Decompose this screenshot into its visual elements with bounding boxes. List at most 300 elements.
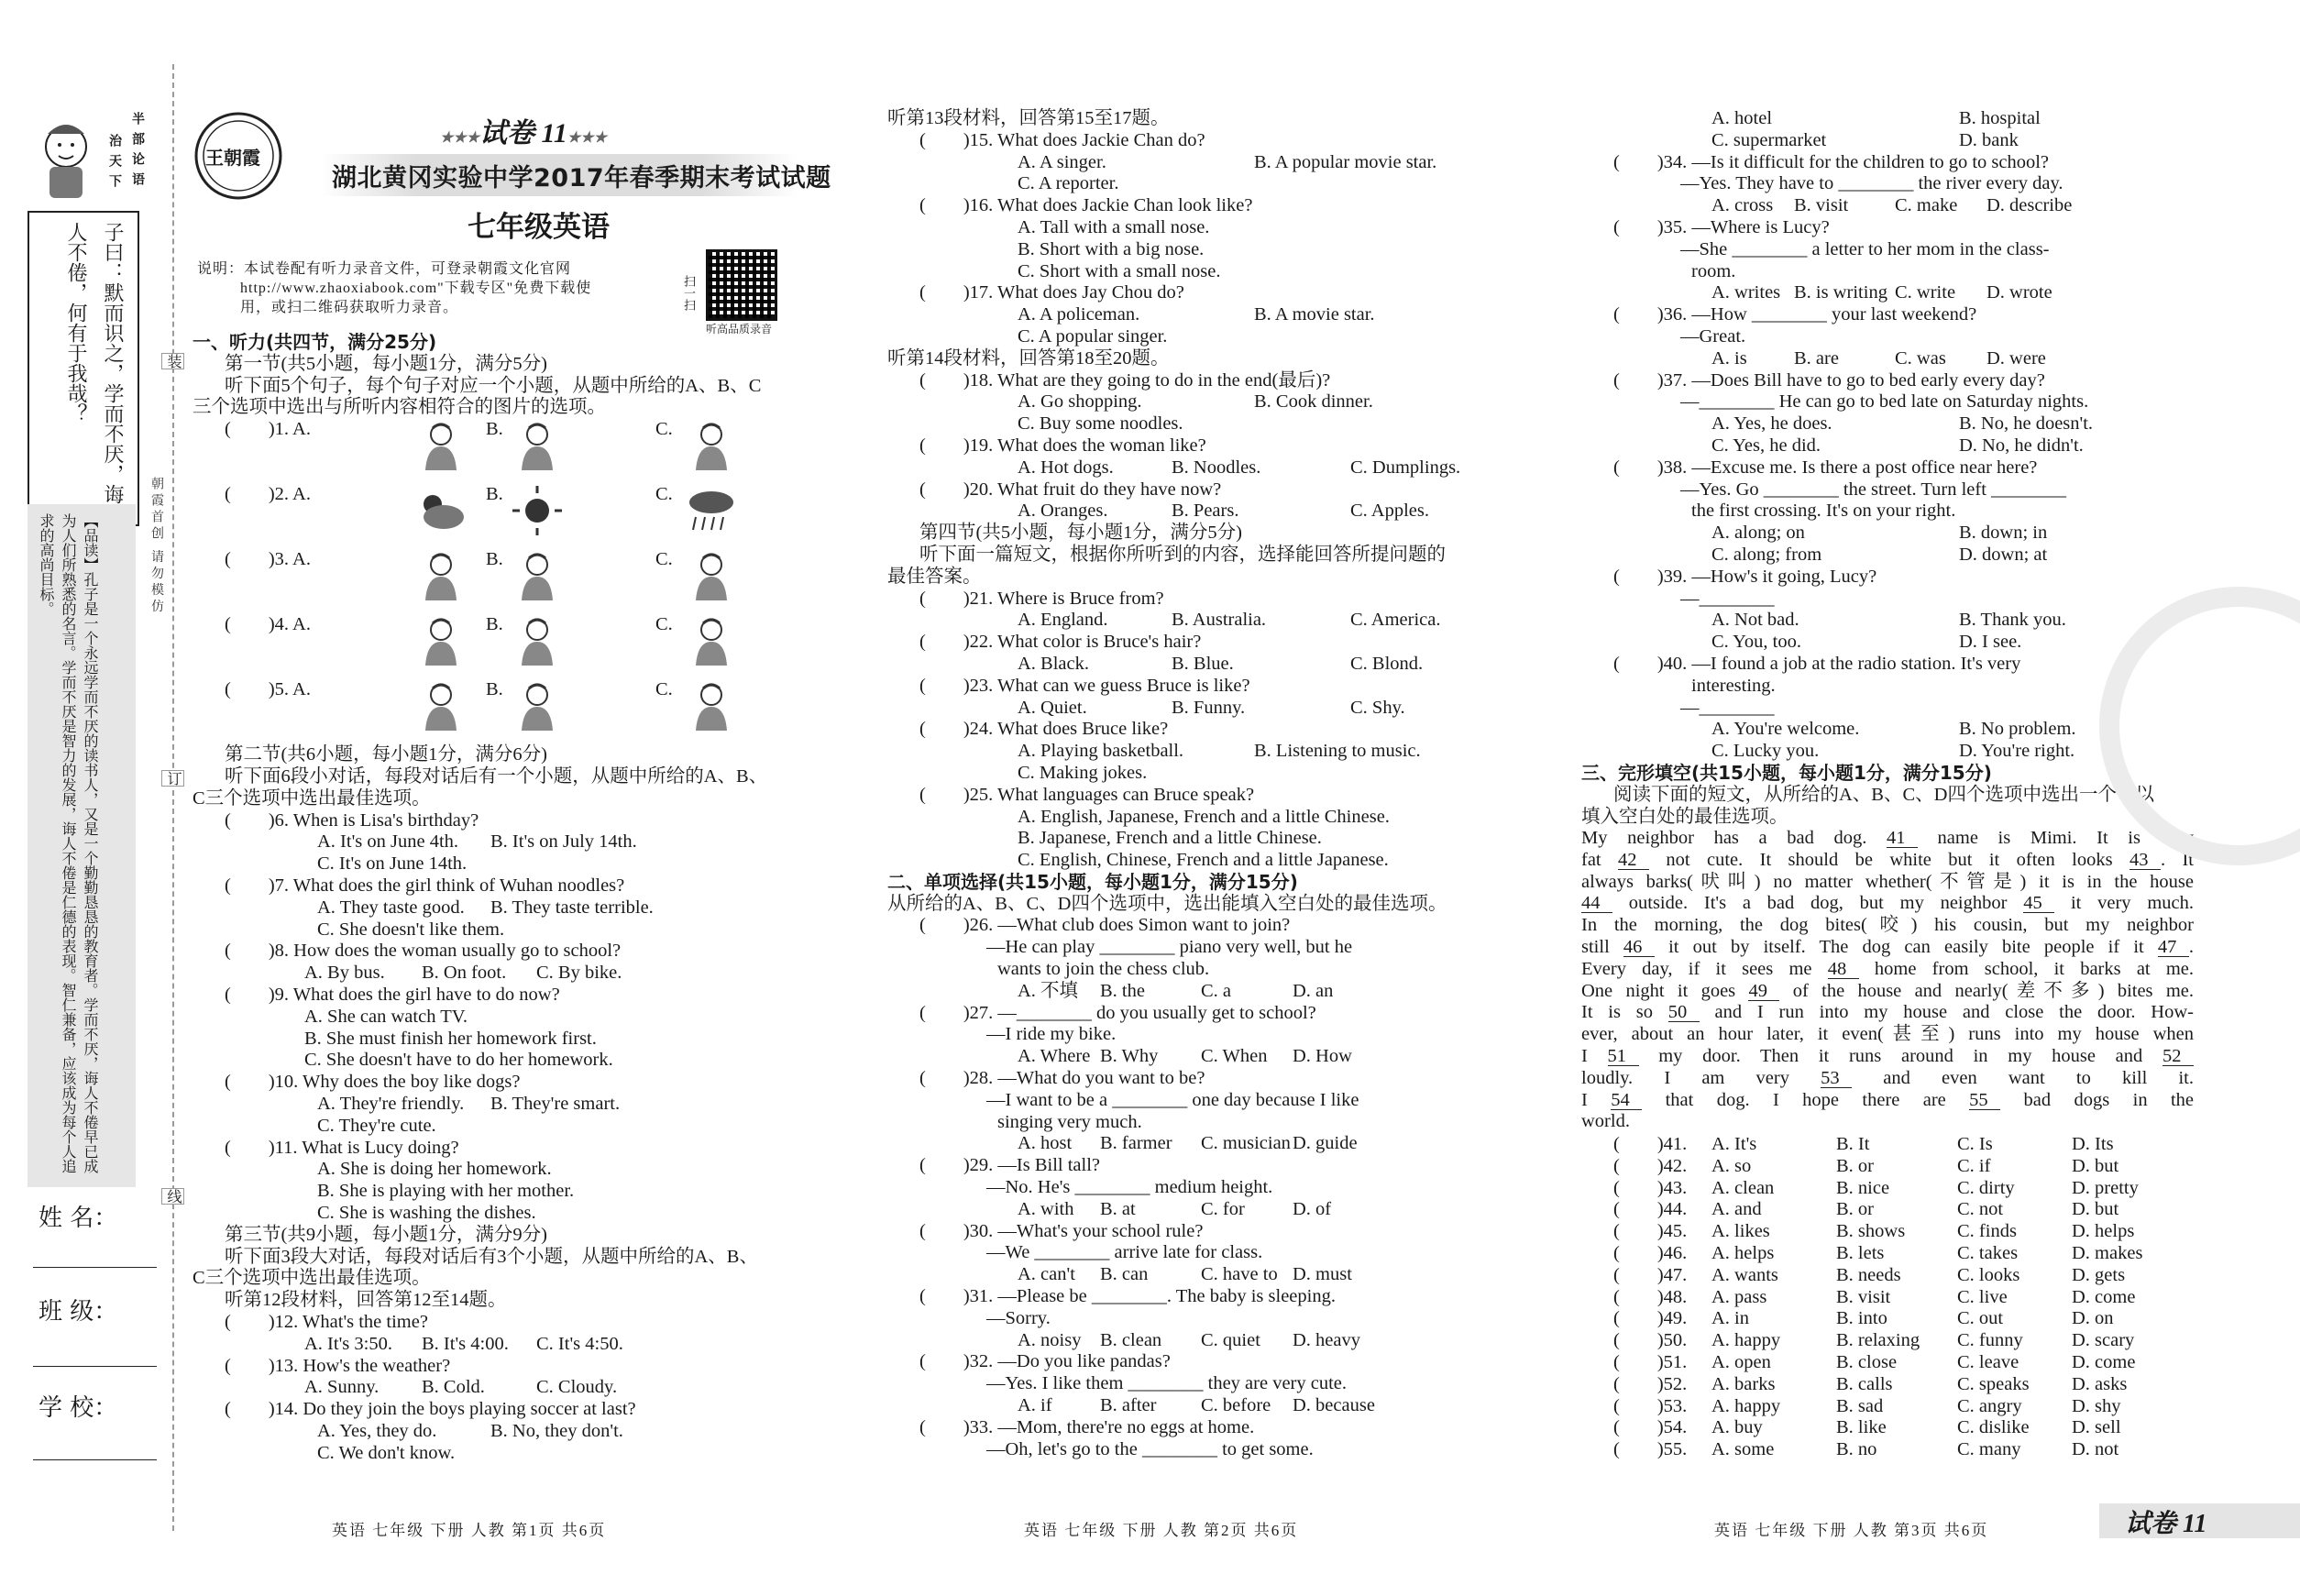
option-c: C. for [1201, 1198, 1245, 1219]
question-text: —Please be ________. The baby is sleeping. [997, 1286, 1336, 1307]
answer-bracket[interactable]: ( )44. [1613, 1199, 1688, 1220]
cloze-blank[interactable]: 53 [1821, 1070, 1852, 1088]
cloze-blank[interactable]: 47 [2158, 939, 2189, 957]
option-a: C. She doesn't like them. [317, 919, 505, 940]
sidebar-slogan-1: 半部论语 [130, 112, 145, 193]
option-d: D. shy [2072, 1395, 2121, 1416]
option-row [1581, 195, 2197, 217]
answer-bracket[interactable]: ( )15. [919, 129, 998, 150]
option-a: A. buy [1711, 1417, 1763, 1438]
question-row [887, 719, 1502, 741]
passage-line [1581, 1111, 2194, 1133]
answer-bracket[interactable]: ( )48. [1613, 1286, 1688, 1307]
option-a: C. Lucky you. [1711, 741, 1820, 762]
option-b: B. Blue. [1172, 653, 1234, 674]
passage-text: In the morning, the dog bites(咬) his cousin, but my neighbor [1581, 915, 2194, 936]
note-line-1: 说明：本试卷配有听力录音文件，可登录朝霞文化官网 [197, 261, 572, 277]
question-row [887, 1068, 1502, 1090]
option-b: B. no [1836, 1439, 1877, 1460]
answer-bracket[interactable]: ( )50. [1613, 1330, 1688, 1351]
option-b: B. A movie star. [1254, 304, 1375, 325]
footer-page-2: 英语 七年级 下册 人教 第2页 共6页 [1024, 1522, 1299, 1539]
option-c: C. angry [1957, 1395, 2022, 1416]
dialogue-line: singing very much. [997, 1111, 1142, 1132]
cloze-option-row [1581, 1374, 2197, 1396]
option-c: B. No, he doesn't. [1959, 413, 2094, 435]
option-a: A. It's on June 4th. [317, 831, 459, 853]
option-b: B. shows [1836, 1221, 1906, 1242]
option-d: D. but [2072, 1155, 2119, 1176]
option-a: A. happy [1711, 1330, 1781, 1351]
passage-line [1581, 893, 2194, 915]
class-label: 班 级： [39, 1298, 118, 1326]
passage-text: fat [1581, 849, 1619, 870]
option-c: B. Thank you. [1959, 610, 2066, 631]
option-a: C. English, Chinese, French and a little Japanese. [1018, 850, 1389, 871]
passage-text: home from school, it barks at me. [1858, 958, 2194, 979]
option-b: B. at [1100, 1198, 1136, 1219]
question-row [1581, 152, 2197, 174]
cloze-blank[interactable]: 42 [1618, 852, 1649, 870]
cloze-option-row [1581, 1396, 2197, 1418]
option-c: C. Cloudy. [536, 1377, 618, 1398]
passage-line [1581, 959, 2194, 981]
option-a: A. cross [1711, 195, 1774, 216]
answer-bracket[interactable]: ( )11. [225, 1137, 303, 1158]
question-row [887, 589, 1502, 611]
option-d: D. describe [1986, 195, 2073, 216]
cloze-blank[interactable]: 45 [2023, 895, 2054, 913]
binding-mark-2: 订 [161, 770, 184, 787]
answer-bracket[interactable]: ( )26. [919, 915, 998, 936]
option-d: D. but [2072, 1199, 2119, 1220]
answer-bracket[interactable]: ( )14. [225, 1399, 303, 1420]
option-row [1581, 282, 2197, 304]
option-b: B. On foot. [422, 963, 507, 984]
dialogue-line: —We ________ arrive late for class. [986, 1242, 1263, 1263]
answer-bracket[interactable]: ( )4. A. [225, 614, 311, 635]
answer-bracket[interactable]: ( )24. [919, 719, 998, 740]
passage-text: my door. Then it runs around in my house and [1638, 1045, 2162, 1066]
option-c: C. a [1201, 980, 1232, 1001]
option-d: D. makes [2072, 1242, 2143, 1263]
question-row [887, 1351, 1502, 1373]
option-d: D. come [2072, 1351, 2136, 1372]
option-c: C. takes [1957, 1242, 2019, 1263]
option-row [887, 1133, 1502, 1155]
option-a: A. along; on [1711, 523, 1805, 544]
answer-bracket[interactable]: ( )52. [1613, 1373, 1688, 1394]
question-text: Do they join the boys playing soccer at last? [303, 1399, 636, 1420]
option-d: D. asks [2072, 1373, 2128, 1394]
option-c: D. No, he didn't. [1959, 435, 2084, 456]
option-row [887, 239, 1502, 261]
option-c: C. funny [1957, 1330, 2023, 1351]
doctor-picture-icon [509, 419, 566, 472]
cloze-passage [1581, 828, 2194, 1133]
option-a: A. wants [1711, 1264, 1778, 1285]
option-b: B. nice [1836, 1177, 1890, 1198]
left-sidebar [28, 110, 156, 1503]
option-c: C. Blond. [1350, 653, 1424, 674]
option-a: A. It's 3:50. [304, 1333, 392, 1354]
dialogue-line: room. [1691, 260, 1736, 281]
answer-bracket[interactable]: ( )51. [1613, 1351, 1688, 1372]
option-c: C. leave [1957, 1351, 2019, 1372]
option-d: D. not [2072, 1439, 2119, 1460]
answer-bracket[interactable]: ( )25. [919, 784, 998, 805]
passage-line [1581, 850, 2194, 872]
passage-text: outside. It's a bad dog, but my neighbor [1612, 893, 2024, 914]
option-a: A. noisy [1018, 1329, 1082, 1350]
question-row [887, 785, 1502, 807]
option-d: D. gets [2072, 1264, 2126, 1285]
question-row [1581, 567, 2197, 589]
footer-page-1: 英语 七年级 下册 人教 第1页 共6页 [332, 1522, 607, 1539]
answer-bracket[interactable]: ( )42. [1613, 1155, 1688, 1176]
option-a: A. A singer. [1018, 151, 1106, 172]
cloze-blank[interactable]: 41 [1887, 830, 1918, 848]
option-row [193, 1159, 807, 1181]
option-row [1581, 130, 2197, 152]
answer-bracket[interactable]: ( )18. [919, 369, 998, 391]
picture-question-row [193, 549, 807, 614]
question-text: —Does Bill have to go to bed early every day? [1691, 369, 2045, 391]
instruction-line: 听第13段材料，回答第15至17题。 [887, 108, 1170, 128]
dialogue-line: —Great. [1680, 325, 1746, 347]
cloze-blank[interactable]: 49 [1748, 983, 1779, 1001]
option-a: A. Yes, they do. [317, 1420, 437, 1441]
dialogue-line: —________ He can go to bed late on Saturday nights. [1680, 391, 2089, 413]
passage-text: still [1581, 936, 1623, 957]
option-c: C. live [1957, 1286, 2008, 1307]
question-row [887, 195, 1502, 217]
answer-bracket[interactable]: ( )16. [919, 195, 998, 216]
answer-bracket[interactable]: ( )5. A. [225, 679, 311, 700]
option-row [887, 217, 1502, 239]
option-row [1581, 545, 2197, 567]
binding-mark-1: 装 [161, 353, 184, 369]
answer-bracket[interactable]: ( )32. [919, 1351, 998, 1372]
option-b: B. Cold. [422, 1377, 485, 1398]
answer-bracket[interactable]: ( )54. [1613, 1417, 1688, 1438]
question-text: What does the woman like? [997, 435, 1206, 456]
cloze-blank[interactable]: 51 [1608, 1048, 1639, 1066]
option-b: B. sad [1836, 1395, 1884, 1416]
option-d: D. on [2072, 1308, 2114, 1329]
note-line-3: 用，或扫二维码获取听力录音。 [240, 300, 459, 315]
answer-bracket[interactable]: ( )41. [1613, 1134, 1688, 1154]
cloze-blank[interactable]: 55 [1969, 1092, 2000, 1110]
option-a: C. along; from [1711, 544, 1822, 565]
question-row [887, 370, 1502, 392]
question-row [1581, 217, 2197, 239]
answer-bracket[interactable]: ( )2. A. [225, 484, 311, 505]
qr-code-icon[interactable] [706, 249, 777, 321]
option-a: B. She must finish her homework first. [304, 1028, 597, 1049]
sidebar-slogan-2: 治天下 [107, 134, 122, 194]
option-c: B. No problem. [1959, 719, 2076, 740]
question-text: —Do you like pandas? [997, 1351, 1171, 1372]
option-a: C. Buy some noodles. [1018, 413, 1183, 435]
answer-bracket[interactable]: ( )21. [919, 588, 998, 609]
option-row [887, 981, 1502, 1003]
answer-bracket[interactable]: ( )10. [225, 1072, 303, 1093]
answer-bracket[interactable]: ( )20. [919, 479, 998, 500]
option-a: A. Go shopping. [1018, 391, 1142, 413]
question-text: Where is Bruce from? [997, 588, 1164, 609]
series-label: 试卷 11 [479, 118, 567, 149]
answer-bracket[interactable]: ( )28. [919, 1068, 998, 1089]
answer-bracket[interactable]: ( )36. [1613, 304, 1692, 325]
option-d: D. pretty [2072, 1177, 2139, 1198]
option-row [887, 413, 1502, 435]
option-d: D. come [2072, 1286, 2136, 1307]
option-row [887, 1199, 1502, 1221]
option-row [1581, 348, 2197, 370]
option-row [1581, 108, 2197, 130]
dialogue-line: —Sorry. [986, 1307, 1051, 1328]
tiger-picture-icon [509, 614, 566, 667]
option-a: A. helps [1711, 1242, 1775, 1263]
option-a: C. She is washing the dishes. [317, 1202, 536, 1223]
option-c: C. looks [1957, 1264, 2020, 1285]
instruction-line: 听第12段材料，回答第12至14题。 [225, 1290, 507, 1311]
question-text: How does the woman usually go to school? [293, 941, 622, 962]
passage-line [1581, 981, 2194, 1003]
option-a: A. pass [1711, 1286, 1767, 1307]
scan-hint: 扫一扫 [682, 275, 696, 311]
option-row [193, 853, 807, 875]
sunny-picture-icon [509, 484, 566, 537]
option-b: B. is writing [1794, 282, 1887, 303]
instruction-line: 听下面一篇短文，根据你所听到的内容，选择能回答所提问题的 [919, 544, 1446, 565]
option-b: B. No, they don't. [490, 1420, 623, 1441]
option-a: C. We don't know. [317, 1442, 456, 1463]
option-b: B. visit [1836, 1286, 1891, 1307]
option-row [193, 1029, 807, 1051]
option-a: A. Quiet. [1018, 697, 1087, 718]
answer-bracket[interactable]: ( )1. A. [225, 419, 311, 440]
mascot-icon [29, 110, 117, 202]
option-a: A. Tall with a small nose. [1018, 216, 1210, 237]
dialogue-line: —No. He's ________ medium height. [986, 1177, 1273, 1198]
question-row [887, 632, 1502, 654]
answer-bracket[interactable]: ( )13. [225, 1355, 303, 1376]
dialogue-line: —________ [1680, 697, 1775, 718]
answer-bracket[interactable]: ( )34. [1613, 151, 1692, 172]
passage-text: bad dogs in the [2000, 1089, 2194, 1110]
answer-bracket[interactable]: ( )30. [919, 1220, 998, 1241]
answer-bracket[interactable]: ( )37. [1613, 369, 1692, 391]
option-letter: B. [486, 614, 503, 635]
school-field[interactable] [33, 1459, 157, 1460]
option-d: D. heavy [1293, 1329, 1361, 1350]
cloze-blank[interactable]: 52 [2162, 1048, 2194, 1066]
answer-bracket[interactable]: ( )17. [919, 282, 998, 303]
passage-line [1581, 1002, 2194, 1024]
option-row [1581, 632, 2197, 654]
option-a: C. supermarket [1711, 129, 1827, 150]
cloze-blank[interactable]: 44 [1581, 895, 1612, 913]
answer-bracket[interactable]: ( )53. [1613, 1395, 1688, 1416]
answer-bracket[interactable]: ( )35. [1613, 216, 1692, 237]
cloudy-picture-icon [413, 484, 469, 537]
option-d: D. because [1293, 1395, 1375, 1416]
logo-text: 王朝霞 [205, 147, 260, 169]
column-1 [193, 332, 807, 1464]
answer-bracket[interactable]: ( )43. [1613, 1177, 1688, 1198]
answer-bracket[interactable]: ( )9. [225, 984, 293, 1005]
cloze-blank[interactable]: 46 [1623, 939, 1655, 957]
cloze-option-row [1581, 1265, 2197, 1287]
option-row [887, 1330, 1502, 1352]
option-row [887, 304, 1502, 326]
option-d: D. of [1293, 1198, 1332, 1219]
option-b: B. Listening to music. [1254, 741, 1421, 762]
footer-page-3: 英语 七年级 下册 人教 第3页 共6页 [1714, 1522, 1989, 1539]
answer-bracket[interactable]: ( )3. A. [225, 549, 311, 570]
dialogue-line: the first crossing. It's on your right. [1691, 501, 1956, 522]
instruction-line: 第四节(共5小题，每小题1分，满分5分) [919, 523, 1242, 544]
option-row [887, 828, 1502, 850]
option-row [1581, 435, 2197, 457]
option-c: D. You're right. [1959, 741, 2075, 762]
option-c: C. not [1957, 1199, 2004, 1220]
question-row [887, 1286, 1502, 1308]
question-text: —Is it difficult for the children to go to school? [1691, 151, 2050, 172]
brand-logo [193, 110, 284, 202]
cloze-option-row [1581, 1178, 2197, 1200]
option-row [193, 1443, 807, 1465]
option-a: A. She is doing her homework. [317, 1159, 552, 1180]
answer-bracket[interactable]: ( )47. [1613, 1264, 1688, 1285]
question-row [193, 875, 807, 897]
answer-bracket[interactable]: ( )49. [1613, 1308, 1688, 1329]
option-d: D. must [1293, 1264, 1352, 1285]
option-a: A. Where [1018, 1046, 1091, 1067]
name-field[interactable] [33, 1267, 157, 1268]
option-row [193, 1421, 807, 1443]
answer-bracket[interactable]: ( )40. [1613, 653, 1692, 674]
option-a: A. if [1018, 1395, 1052, 1416]
option-a: B. She is playing with her mother. [317, 1181, 575, 1202]
cloze-options [1581, 1134, 2197, 1461]
option-c: C. write [1895, 282, 1956, 303]
answer-bracket[interactable]: ( )33. [919, 1416, 998, 1437]
dialogue-line: —________ [1680, 588, 1775, 609]
option-b: B. can [1100, 1264, 1149, 1285]
option-row [887, 152, 1502, 174]
option-letter: B. [486, 549, 503, 570]
answer-bracket[interactable]: ( )12. [225, 1311, 303, 1332]
option-a: A. She can watch TV. [304, 1006, 468, 1027]
option-row [887, 763, 1502, 785]
option-b: B. Why [1100, 1046, 1159, 1067]
answer-bracket[interactable]: ( )19. [919, 435, 998, 456]
answer-bracket[interactable]: ( )46. [1613, 1242, 1688, 1263]
passage-text: ever, about an hour later, it even(甚至) runs into my house when [1581, 1024, 2194, 1045]
section-heading: 一、听力(共四节，满分25分) [193, 331, 437, 353]
option-d: D. How [1293, 1046, 1352, 1067]
question-text: —Mom, there're no eggs at home. [997, 1416, 1255, 1437]
option-letter: C. [655, 549, 673, 570]
option-b: B. like [1836, 1417, 1887, 1438]
instruction-line: 三个选项中选出与所听内容相符合的图片的选项。 [193, 397, 606, 418]
dialogue-line: —Oh, let's go to the ________ to get some. [986, 1438, 1314, 1459]
option-c: C. When [1201, 1046, 1268, 1067]
option-a: C. A popular singer. [1018, 325, 1168, 347]
option-c: B. down; in [1959, 523, 2048, 544]
question-text: What languages can Bruce speak? [997, 784, 1255, 805]
question-text: What does Bruce like? [997, 719, 1169, 740]
dialogue-line: —Yes. Go ________ the street. Turn left ________ [1680, 479, 2067, 500]
option-d: D. Its [2072, 1134, 2114, 1154]
class-field[interactable] [33, 1366, 157, 1367]
option-row [193, 1116, 807, 1138]
question-row [887, 1417, 1502, 1439]
cloze-option-row [1581, 1199, 2197, 1221]
dialogue-line: —She ________ a letter to her mom in the class- [1680, 238, 2050, 259]
section-heading: 三、完形填空(共15小题，每小题1分，满分15分) [1581, 761, 1992, 784]
passage-text: . [2188, 936, 2195, 957]
question-row [1581, 457, 2197, 479]
cloze-option-row [1581, 1330, 2197, 1352]
answer-bracket[interactable]: ( )8. [225, 941, 294, 962]
option-c: C. before [1201, 1395, 1271, 1416]
option-b: B. Cook dinner. [1254, 391, 1373, 413]
answer-bracket[interactable]: ( )31. [919, 1286, 998, 1307]
answer-bracket[interactable]: ( )45. [1613, 1221, 1688, 1242]
option-c: C. dirty [1957, 1177, 2015, 1198]
answer-bracket[interactable]: ( )7. [225, 875, 293, 896]
option-a: A. can't [1018, 1264, 1075, 1285]
answer-bracket[interactable]: ( )38. [1613, 457, 1692, 478]
answer-bracket[interactable]: ( )27. [919, 1002, 998, 1023]
dancing-picture-icon [413, 549, 469, 602]
option-letter: B. [486, 419, 503, 440]
instruction-line: 第一节(共5小题，每小题1分，满分5分) [225, 353, 547, 374]
answer-bracket[interactable]: ( )23. [919, 675, 998, 696]
cloze-option-row [1581, 1308, 2197, 1330]
answer-bracket[interactable]: ( )29. [919, 1155, 998, 1176]
quote-text: 子曰：默而识之，学而不厌，诲人不倦，何有于我哉？ [64, 222, 124, 504]
cloze-blank[interactable]: 48 [1828, 961, 1859, 979]
subject-title: 七年级英语 [468, 211, 610, 244]
instruction-line: 填入空白处的最佳选项。 [1581, 806, 1788, 827]
question-text: How's the weather? [303, 1355, 451, 1376]
cloze-blank[interactable]: 50 [1668, 1004, 1700, 1022]
option-c: C. Is [1957, 1134, 1993, 1154]
dialogue-line: interesting. [1691, 675, 1776, 696]
answer-bracket[interactable]: ( )6. [225, 809, 293, 831]
cloze-blank[interactable]: 54 [1611, 1092, 1642, 1110]
cloze-option-row [1581, 1287, 2197, 1309]
question-text: What's the time? [303, 1311, 428, 1332]
option-a: C. Yes, he did. [1711, 435, 1821, 456]
question-row [887, 915, 1502, 937]
dialogue-line: —Yes. I like them ________ they are very cute. [986, 1373, 1348, 1394]
answer-bracket[interactable]: ( )55. [1613, 1439, 1688, 1460]
answer-bracket[interactable]: ( )22. [919, 632, 998, 653]
cloze-blank[interactable]: 43 [2129, 852, 2161, 870]
option-a: C. Short with a small nose. [1018, 260, 1221, 281]
answer-bracket[interactable]: ( )39. [1613, 566, 1692, 587]
column-2 [887, 108, 1502, 1460]
option-c: C. Dumplings. [1350, 457, 1461, 478]
passage-text: it out by itself. The dog can easily bite people if it [1654, 936, 2158, 957]
playing-picture-icon [683, 549, 740, 602]
